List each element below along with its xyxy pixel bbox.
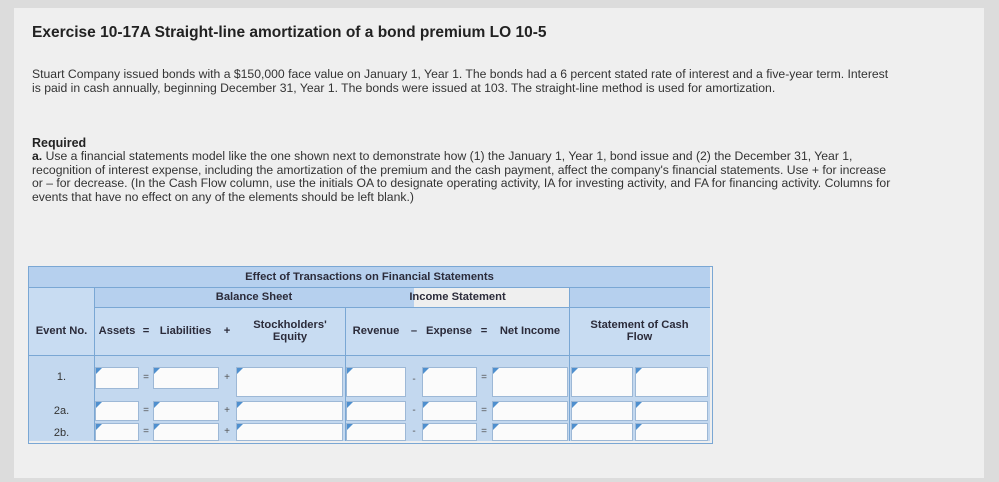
row2b-plus-sign: + [224, 426, 230, 437]
row2b-revenue-input[interactable] [346, 423, 406, 441]
col-equals-2: = [477, 307, 491, 355]
row1-equals-sign-2: = [481, 372, 487, 383]
required-heading: Required [32, 136, 87, 150]
table-main-header: Effect of Transactions on Financial Statements [29, 267, 710, 287]
row1-net-income-input[interactable] [492, 367, 568, 397]
row2b-cash-flow-amount-input[interactable] [571, 423, 633, 441]
row2b-assets-input[interactable] [95, 423, 139, 441]
row1-assets-input[interactable] [95, 367, 139, 389]
col-cash-flow: Statement of Cash Flow [569, 307, 710, 355]
required-label: a. [32, 149, 43, 163]
row1-equity-input[interactable] [236, 367, 343, 397]
row2b-liabilities-input[interactable] [153, 423, 219, 441]
row1-cash-flow-activity-input[interactable] [635, 367, 708, 397]
col-expense: Expense [421, 307, 477, 355]
row2b-equals-sign: = [143, 426, 149, 437]
col-net-income: Net Income [491, 307, 569, 355]
row2a-net-income-input[interactable] [492, 401, 568, 421]
problem-paragraph: Stuart Company issued bonds with a $150,000 face value on January 1, Year 1. The bonds had a 6 percent stated rate of interest and a five-year term. Interest is paid in cash annually, beginning December 31, Year 1. The bonds were issued at 103. The straight-line method is used for amortization. [32, 67, 889, 95]
event-label-2b: 2b. [53, 427, 70, 439]
balance-sheet-header: Balance Sheet [94, 287, 414, 307]
row1-expense-input[interactable] [422, 367, 477, 397]
row2b-expense-input[interactable] [422, 423, 477, 441]
cash-flow-header-top [569, 287, 710, 307]
row2a-revenue-input[interactable] [346, 401, 406, 421]
row1-minus-sign: - [412, 374, 416, 385]
row2a-equity-input[interactable] [236, 401, 343, 421]
row2b-equals-sign-2: = [481, 426, 487, 437]
col-revenue: Revenue [345, 307, 407, 355]
required-text-block [32, 150, 892, 204]
row1-liabilities-input[interactable] [153, 367, 219, 389]
row1-revenue-input[interactable] [346, 367, 406, 397]
row2a-cash-flow-amount-input[interactable] [571, 401, 633, 421]
col-liabilities: Liabilities [152, 307, 219, 355]
required-instructions: Use a financial statements model like the one shown next to demonstrate how (1) the January 1, Year 1, bond issue and (2) the December 31, Year 1, recognition of interest expense, including the amortization of the premium and the cash payment, affect the company's financial statements. Use + for increase or – for decrease. (In the Cash Flow column, use the initials OA to designate operating activity, IA for investing activity, and FA for financing activity. Columns for events that have no effect on any of the elements should be left blank.) [32, 149, 891, 204]
row1-equals-sign: = [143, 372, 149, 383]
row2a-cash-flow-activity-input[interactable] [635, 401, 708, 421]
row1-plus-sign: + [224, 372, 230, 383]
row2b-equity-input[interactable] [236, 423, 343, 441]
income-statement-header: Income Statement [409, 291, 506, 303]
col-event-no: Event No. [29, 307, 94, 355]
row2b-cash-flow-activity-input[interactable] [635, 423, 708, 441]
row2a-assets-input[interactable] [95, 401, 139, 421]
col-equals-1: = [140, 307, 152, 355]
event-label-2a: 2a. [53, 405, 70, 417]
event-label-1: 1. [56, 371, 67, 383]
page [14, 8, 984, 478]
col-plus: + [219, 307, 235, 355]
row2b-net-income-input[interactable] [492, 423, 568, 441]
financial-statements-table [28, 266, 713, 444]
row2a-minus-sign: - [412, 405, 416, 416]
row2a-plus-sign: + [224, 405, 230, 416]
row2a-expense-input[interactable] [422, 401, 477, 421]
row2b-minus-sign: - [412, 426, 416, 437]
row2a-equals-sign-2: = [481, 405, 487, 416]
exercise-title: Exercise 10-17A Straight-line amortization of a bond premium LO 10-5 [32, 24, 547, 41]
col-assets: Assets [94, 307, 140, 355]
row2a-equals-sign: = [143, 405, 149, 416]
row1-cash-flow-amount-input[interactable] [571, 367, 633, 397]
col-minus: – [407, 307, 421, 355]
col-stockholders-equity: Stockholders' Equity [235, 307, 345, 355]
row2a-liabilities-input[interactable] [153, 401, 219, 421]
